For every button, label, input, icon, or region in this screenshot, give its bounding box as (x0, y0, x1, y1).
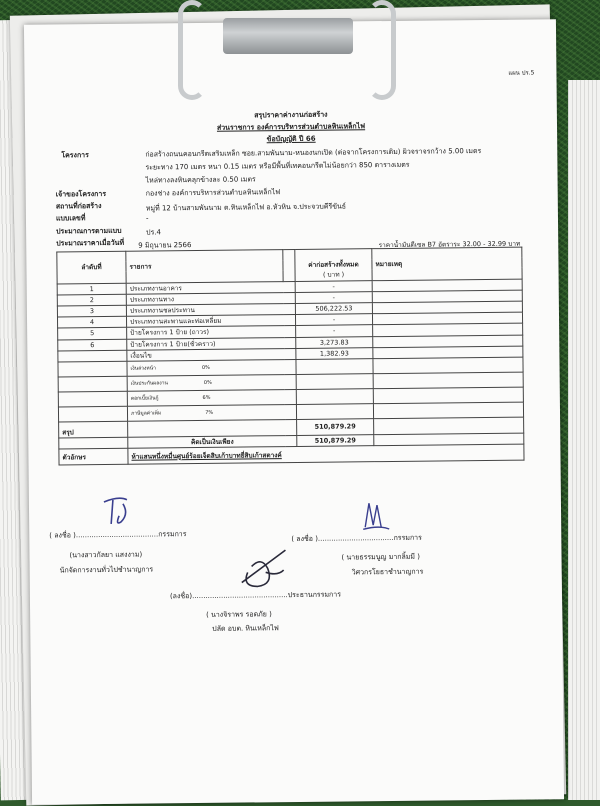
oil-price-note: ราคาน้ำมันดีเซล B7 อัตราระ 32.00 - 32.99 บาท (378, 239, 521, 250)
header-total: ค่าก่อสร้างทั้งหมด (295, 259, 372, 270)
handwritten-signature-3 (237, 542, 294, 593)
doc-title: สรุปราคาค่างานก่อสร้าง (254, 110, 328, 120)
table-row: 1 ประเภทงานอาคาร - (57, 279, 522, 295)
type-label: ประมาณการตามแบบ (56, 226, 122, 236)
signer-3-name: ( นางจิราพร รอดภัย ) (206, 610, 272, 619)
table-row: 4 ประเภทงานสะพานและท่อเหลี่ยม - (57, 312, 522, 328)
date-label: ประมาณราคาเมื่อวันที่ (56, 238, 125, 248)
handwritten-signature-1 (99, 493, 159, 534)
place-value: หมู่ที่ 12 บ้านสามพันนาม ต.หินเหล็กไฟ อ.หัวหิน จ.ประจวบคีรีขันธ์ (145, 202, 347, 213)
doc-budget: ข้อบัญญัติ ปี 66 (266, 134, 316, 144)
cost-table (56, 247, 524, 466)
date-value: 9 มิถุนายน 2566 (138, 241, 192, 250)
terms-row: เงื่อนไข 1,382.93 (58, 346, 523, 362)
project-line-1: ก่อสร้างถนนคอนกรีตเสริมเหล็ก ซอย.สามพันนาม-หนองนกเปิด (ต่อจากโครงการเดิม) ผิวจราจรกว้าง 5.00 เมตร (145, 147, 482, 159)
signer-1-position: นักจัดการงานทั่วไปชำนาญการ (59, 565, 154, 575)
project-label: โครงการ (61, 151, 89, 160)
sub-row: เงินประกันผลงาน 0% (58, 372, 523, 392)
table-row: 6 ป้ายโครงการ 1 ป้าย(ชั่วคราว) 3,273.83 (58, 335, 523, 351)
project-line-2: ระยะทาง 170 เมตร หนา 0.15 เมตร หรือมีพื้นที่เทคอนกรีตไม่น้อยกว่า 850 ตารางเมตร (145, 160, 410, 172)
doc-agency: ส่วนราชการ องค์การบริหารส่วนตำบลหินเหล็กไฟ (216, 122, 366, 132)
header-no: ลำดับที่ (57, 251, 126, 283)
clipboard-clip (178, 0, 398, 70)
header-unit: ( บาท ) (295, 270, 372, 281)
form-value: - (145, 214, 149, 223)
signer-3-position: ปลัด อบต. หินเหล็กไฟ (212, 624, 279, 633)
signature-line-1: ( ลงชื่อ ).....................................กรรมการ (49, 530, 187, 540)
sub-row: ดอกเบี้ยเงินกู้ 6% (58, 387, 523, 407)
signer-2-name: ( นายธรรมนูญ มากลิ้มมี ) (341, 552, 420, 562)
paper-stack-right (568, 80, 600, 800)
owner-label: เจ้าของโครงการ (55, 189, 107, 199)
header-item: รายการ (126, 250, 283, 283)
type-value: ปร.4 (146, 228, 162, 237)
page-number: แผน ปร.5 (508, 69, 535, 77)
handwritten-signature-2 (359, 499, 399, 533)
document-page (24, 19, 564, 805)
header-note: หมายเหตุ (372, 258, 522, 270)
sub-row: เงินล่วงหน้า 0% (58, 357, 523, 377)
signer-1-name: (นางสาวกัลยา แสงงาม) (69, 550, 143, 560)
form-label: แบบเลขที่ (55, 214, 86, 223)
table-row: 3 ประเภทงานชลประทาน 506,222.53 (57, 301, 522, 317)
table-row: 2 ประเภทงานทาง - (57, 290, 522, 306)
owner-value: กองช่าง องค์การบริหารส่วนตำบลหินเหล็กไฟ (145, 188, 281, 198)
project-line-3: ไหล่ทางลงหินคลุกข้างละ 0.50 เมตร (145, 175, 256, 185)
place-label: สถานที่ก่อสร้าง (55, 202, 102, 211)
table-row: 5 ป้ายโครงการ 1 ป้าย (ถาวร) - (58, 323, 523, 339)
final-row: คิดเป็นเงินเพียง 510,879.29 (59, 433, 524, 449)
letters-row: ตัวอักษร ห้าแสนหนึ่งหมื่นศูนย์ร้อยเจ็ดสิบเก้าบาทยี่สิบเก้าสตางค์ (59, 444, 524, 465)
summary-row: สรุป 510,879.29 (59, 417, 524, 438)
signature-line-2: ( ลงชื่อ )..................................กรรมการ (291, 533, 422, 544)
signature-line-3: (ลงชื่อ)...........................................ประธานกรรมการ (169, 590, 342, 601)
signer-2-position: วิศวกรโยธาชำนาญการ (351, 567, 424, 577)
sub-row: ภาษีมูลค่าเพิ่ม 7% (58, 402, 523, 422)
